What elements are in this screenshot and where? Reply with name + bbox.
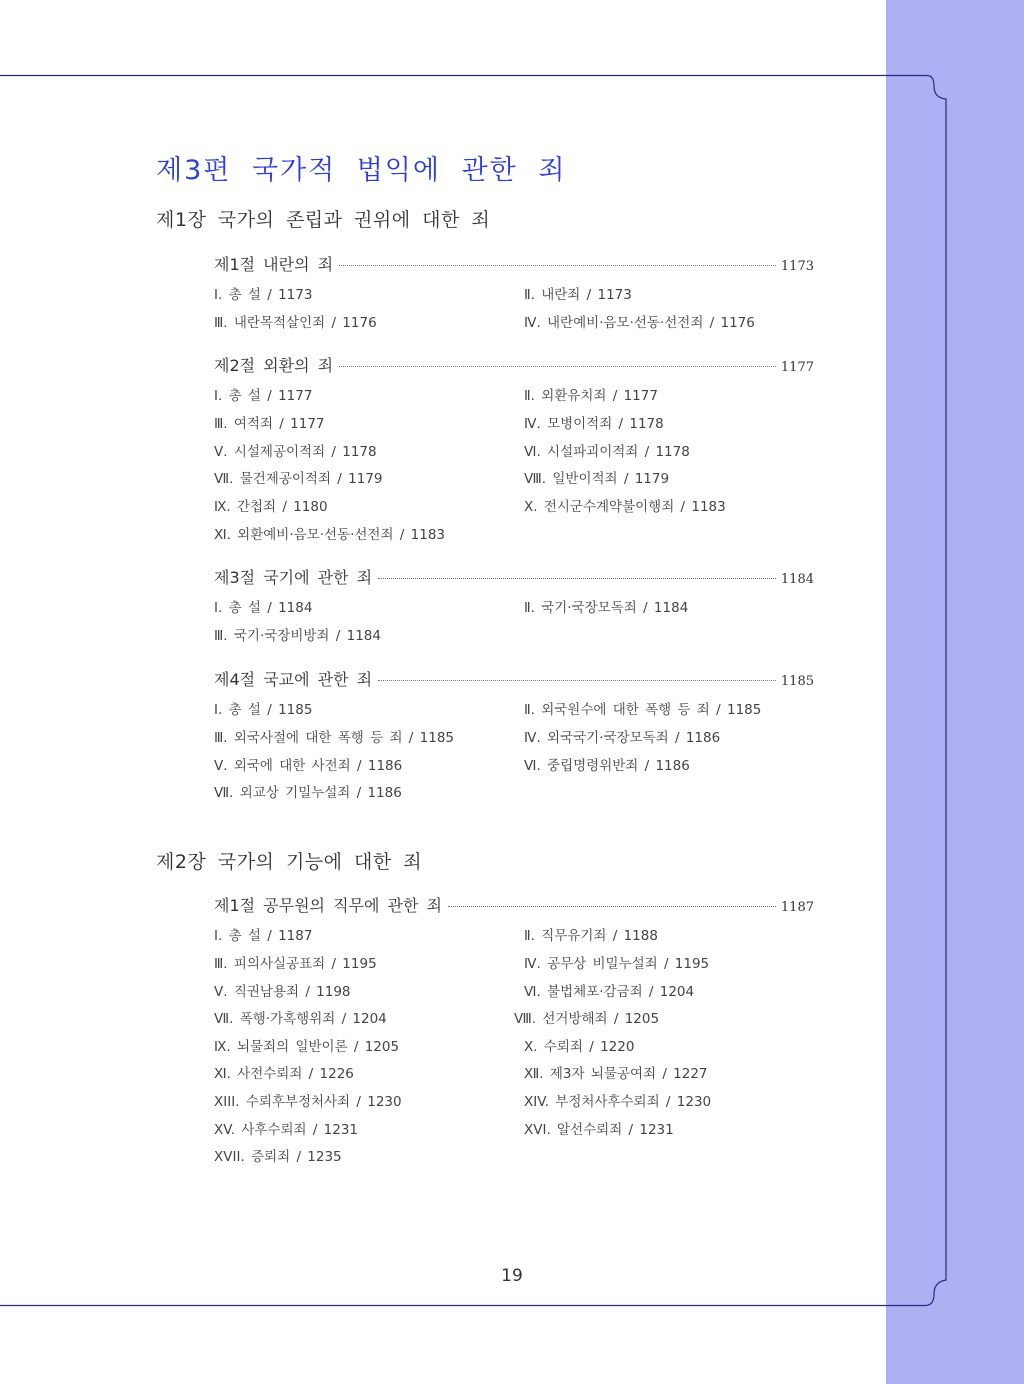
list-item: Ⅵ. 중립명령위반죄 / 1186 xyxy=(524,758,690,774)
list-item: Ⅲ. 내란목적살인죄 / 1176 xyxy=(214,315,377,331)
section-page: 1177 xyxy=(780,360,814,375)
section-page: 1184 xyxy=(780,572,814,587)
list-item: Ⅱ. 외국원수에 대한 폭행 등 죄 / 1185 xyxy=(524,702,762,718)
section-heading[interactable] xyxy=(214,893,814,917)
list-item: XVI. 알선수뢰죄 / 1231 xyxy=(524,1122,674,1138)
section xyxy=(214,353,814,551)
section xyxy=(214,252,814,340)
list-item: Ⅹ. 수뢰죄 / 1220 xyxy=(524,1039,635,1055)
list-item: Ⅱ. 내란죄 / 1173 xyxy=(524,287,632,303)
list-item: XVII. 증뢰죄 / 1235 xyxy=(214,1149,342,1165)
list-item: Ⅴ. 직권남용죄 / 1198 xyxy=(214,984,351,1000)
section xyxy=(214,565,814,653)
section-title: 제4절 국교에 관한 죄 xyxy=(214,670,373,689)
list-item: Ⅳ. 내란예비·음모·선동·선전죄 / 1176 xyxy=(524,315,755,331)
section-title: 제1절 공무원의 직무에 관한 죄 xyxy=(214,896,442,915)
list-item: Ⅺ. 사전수뢰죄 / 1226 xyxy=(214,1066,354,1082)
section-page: 1187 xyxy=(780,900,814,915)
dot-leader xyxy=(378,578,776,579)
list-item: Ⅴ. 외국에 대한 사전죄 / 1186 xyxy=(214,758,403,774)
list-item: Ⅰ. 총 설 / 1173 xyxy=(214,287,313,303)
list-item: Ⅵ. 불법체포·감금죄 / 1204 xyxy=(524,984,695,1000)
list-item: Ⅲ. 국기·국장비방죄 / 1184 xyxy=(214,628,381,644)
list-item: Ⅳ. 공무상 비밀누설죄 / 1195 xyxy=(524,956,710,972)
list-item: Ⅷ. 일반이적죄 / 1179 xyxy=(524,471,670,487)
list-item: Ⅳ. 외국국기·국장모독죄 / 1186 xyxy=(524,730,721,746)
section-title: 제2절 외환의 죄 xyxy=(214,356,334,375)
section-page: 1185 xyxy=(780,674,814,689)
list-item: Ⅸ. 간첩죄 / 1180 xyxy=(214,499,328,515)
section-heading[interactable] xyxy=(214,565,814,589)
list-item: XIII. 수뢰후부정처사죄 / 1230 xyxy=(214,1094,402,1110)
list-item: Ⅸ. 뇌물죄의 일반이론 / 1205 xyxy=(214,1039,400,1055)
list-item: Ⅳ. 모병이적죄 / 1178 xyxy=(524,416,664,432)
list-item: XIV. 부정처사후수뢰죄 / 1230 xyxy=(524,1094,712,1110)
list-item: Ⅰ. 총 설 / 1185 xyxy=(214,702,313,718)
page-number: 19 xyxy=(501,1266,523,1286)
list-item: Ⅺ. 외환예비·음모·선동·선전죄 / 1183 xyxy=(214,527,445,543)
list-item: Ⅰ. 총 설 / 1184 xyxy=(214,600,313,616)
list-item: Ⅱ. 국기·국장모독죄 / 1184 xyxy=(524,600,689,616)
list-item: Ⅹ. 전시군수계약불이행죄 / 1183 xyxy=(524,499,726,515)
list-item: Ⅴ. 시설제공이적죄 / 1178 xyxy=(214,444,377,460)
section-heading[interactable] xyxy=(214,667,814,691)
part-title: 제3편 국가적 법익에 관한 죄 xyxy=(156,155,567,186)
list-item: Ⅰ. 총 설 / 1187 xyxy=(214,928,313,944)
list-item: Ⅰ. 총 설 / 1177 xyxy=(214,388,313,404)
section-heading[interactable] xyxy=(214,252,814,276)
list-item: Ⅲ. 외국사절에 대한 폭행 등 죄 / 1185 xyxy=(214,730,454,746)
list-item: Ⅻ. 제3자 뇌물공여죄 / 1227 xyxy=(524,1066,708,1082)
list-item: Ⅲ. 피의사실공표죄 / 1195 xyxy=(214,956,377,972)
list-item: Ⅱ. 직무유기죄 / 1188 xyxy=(524,928,658,944)
dot-leader xyxy=(339,366,776,367)
list-item: XV. 사후수뢰죄 / 1231 xyxy=(214,1122,359,1138)
list-item: Ⅵ. 시설파괴이적죄 / 1178 xyxy=(524,444,690,460)
list-item: Ⅲ. 여적죄 / 1177 xyxy=(214,416,325,432)
list-item: Ⅶ. 물건제공이적죄 / 1179 xyxy=(214,471,383,487)
section-title: 제1절 내란의 죄 xyxy=(214,255,334,274)
section-heading[interactable] xyxy=(214,353,814,377)
section xyxy=(214,893,814,1171)
list-item: Ⅷ. 선거방해죄 / 1205 xyxy=(514,1011,660,1027)
dot-leader xyxy=(448,906,776,907)
chapter-title: 제2장 국가의 기능에 대한 죄 xyxy=(156,851,423,873)
dot-leader xyxy=(378,680,776,681)
section-title: 제3절 국기에 관한 죄 xyxy=(214,568,373,587)
list-item: Ⅱ. 외환유치죄 / 1177 xyxy=(524,388,658,404)
chapter-title: 제1장 국가의 존립과 권위에 대한 죄 xyxy=(156,209,491,231)
list-item: Ⅶ. 폭행·가혹행위죄 / 1204 xyxy=(214,1011,387,1027)
section-page: 1173 xyxy=(780,259,814,274)
dot-leader xyxy=(339,265,776,266)
section xyxy=(214,667,814,810)
list-item: Ⅶ. 외교상 기밀누설죄 / 1186 xyxy=(214,785,402,801)
